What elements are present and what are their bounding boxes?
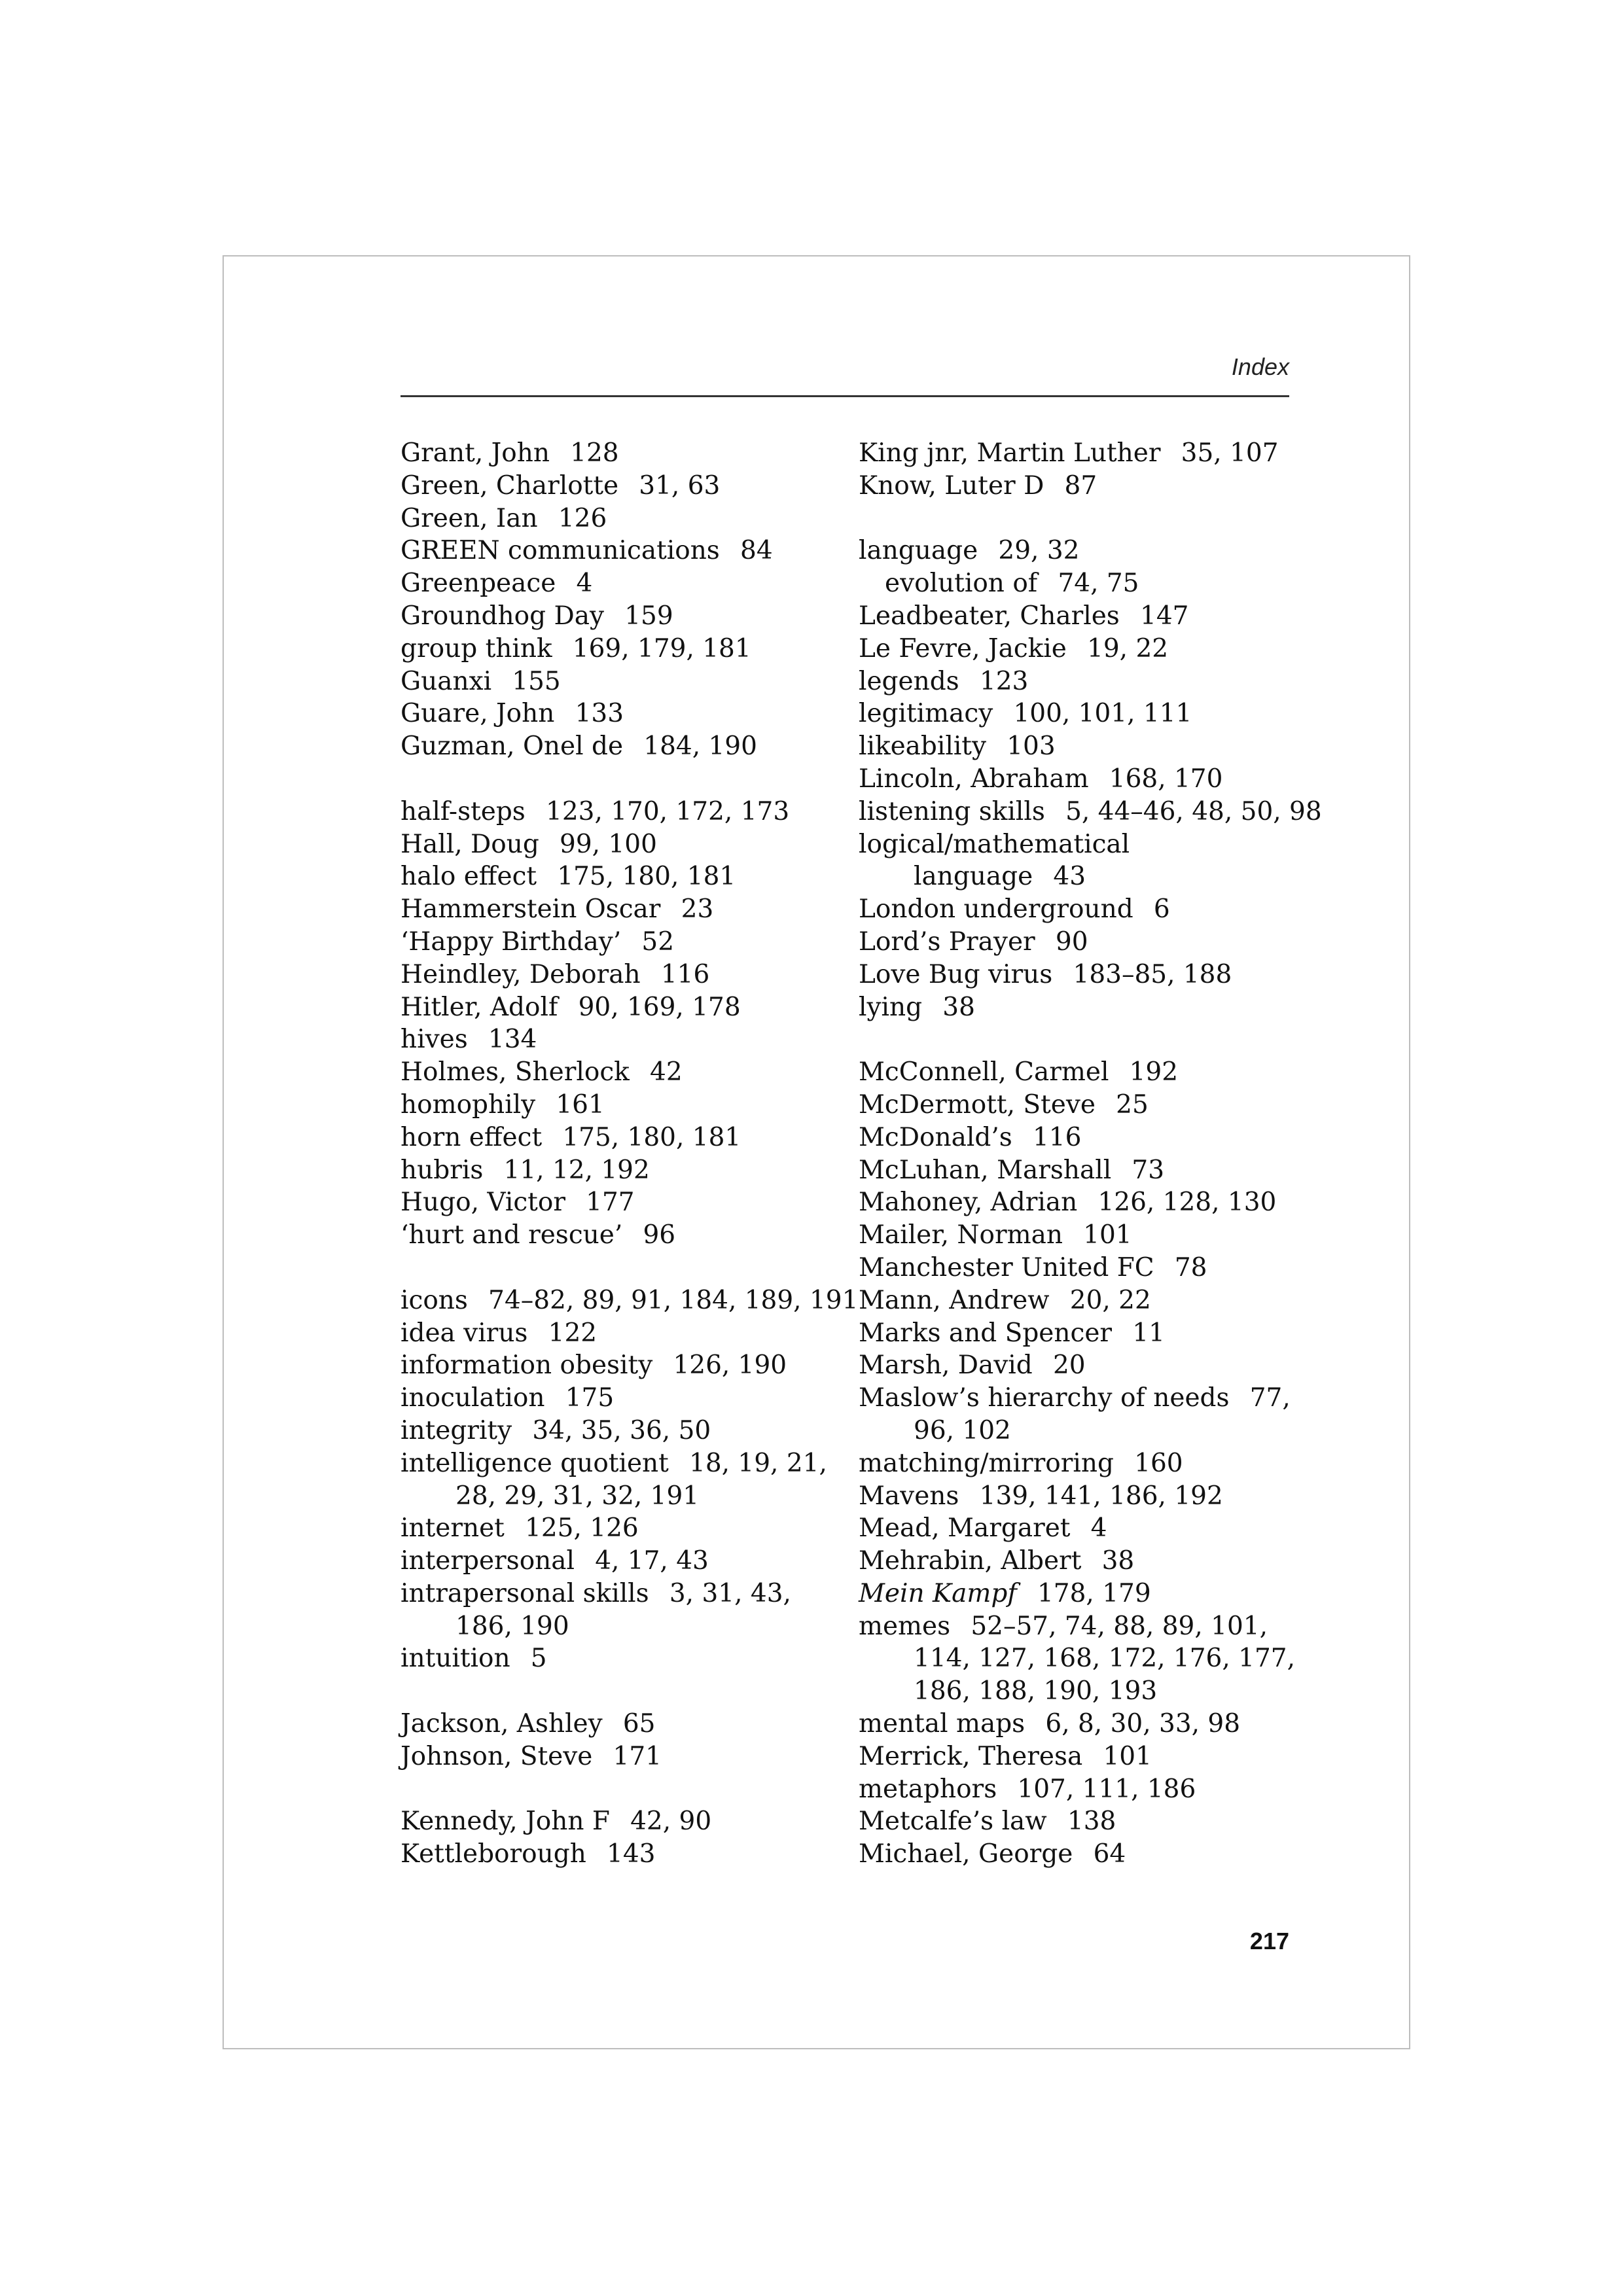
index-term: Mein Kampf: [859, 1578, 1017, 1608]
index-entry: [859, 1480, 1304, 1513]
index-entry: [401, 1219, 846, 1252]
index-page-refs: 175: [565, 1383, 615, 1413]
index-page-refs: 74, 75: [1058, 569, 1139, 599]
index-entry: [401, 860, 846, 893]
index-entry: [401, 1512, 846, 1545]
index-page-refs: 90, 169, 178: [578, 992, 741, 1022]
index-page-refs: 73: [1132, 1155, 1165, 1185]
index-page-refs: 122: [548, 1318, 597, 1348]
index-page-refs: 31, 63: [639, 470, 721, 501]
index-term: Kettleborough: [401, 1839, 586, 1869]
index-term: Jackson, Ashley: [401, 1709, 603, 1739]
index-page-refs: 35, 107: [1181, 438, 1279, 468]
index-term: logical/mathematical language: [859, 829, 1130, 892]
index-page-refs: 171: [613, 1741, 662, 1771]
index-page-refs: 155: [512, 666, 561, 696]
index-term: hubris: [401, 1155, 484, 1185]
index-page-refs: 29, 32: [998, 536, 1080, 566]
index-term: Mavens: [859, 1481, 959, 1511]
index-entry: [401, 633, 846, 665]
index-page-refs: 4: [1090, 1513, 1107, 1544]
index-term: likeability: [859, 732, 986, 762]
index-term: Heindley, Deborah: [401, 959, 641, 989]
index-entry: [859, 1838, 1304, 1871]
index-entry: [401, 991, 846, 1024]
index-term: Hammerstein Oscar: [401, 894, 661, 925]
index-term: intuition: [401, 1644, 510, 1674]
index-term: intrapersonal skills: [401, 1578, 649, 1608]
index-entry: [859, 1578, 1304, 1610]
header-rule: [401, 395, 1289, 397]
index-page-refs: 34, 35, 36, 50: [532, 1415, 711, 1445]
index-page-refs: 42: [650, 1057, 683, 1087]
index-entry: [859, 763, 1304, 796]
index-page-refs: 6: [1153, 894, 1170, 925]
index-page-refs: 5: [530, 1644, 547, 1674]
index-entry: [401, 1317, 846, 1350]
index-entry: [859, 828, 1304, 894]
index-term: internet: [401, 1513, 505, 1544]
page-number: 217: [1249, 1928, 1289, 1954]
index-term: Mailer, Norman: [859, 1220, 1063, 1250]
index-page-refs: 18, 19, 21, 28, 29, 31, 32, 191: [455, 1448, 827, 1511]
index-page-refs: 20, 22: [1069, 1285, 1151, 1315]
index-page-refs: 65: [622, 1709, 656, 1739]
index-entry: [859, 437, 1304, 470]
index-page-refs: 19, 22: [1087, 633, 1169, 663]
index-page-refs: 23: [681, 894, 714, 925]
index-term: McDonald’s: [859, 1122, 1012, 1152]
index-entry: [859, 1154, 1304, 1187]
index-entry: [401, 535, 846, 567]
index-page-refs: 175, 180, 181: [557, 862, 736, 892]
index-entry: [859, 1773, 1304, 1806]
index-entry: [401, 893, 846, 926]
index-entry: [859, 1089, 1304, 1122]
index-term: listening skills: [859, 796, 1045, 826]
index-entry: [859, 893, 1304, 926]
index-term: Maslow’s hierarchy of needs: [859, 1383, 1230, 1413]
index-column-left: [401, 437, 859, 1871]
index-entry: [859, 1317, 1304, 1350]
index-term: Green, Ian: [401, 503, 538, 533]
index-entry: [401, 1415, 846, 1447]
index-page-refs: 4, 17, 43: [595, 1546, 709, 1576]
index-page-refs: 101: [1083, 1220, 1132, 1250]
index-entry: [859, 1740, 1304, 1773]
index-entry: [401, 1740, 846, 1773]
index-entry: [401, 665, 846, 698]
index-term: Groundhog Day: [401, 601, 604, 631]
index-term: Guanxi: [401, 666, 492, 696]
index-page-refs: 175, 180, 181: [562, 1122, 741, 1152]
index-term: intelligence quotient: [401, 1448, 669, 1478]
index-term: Hugo, Victor: [401, 1188, 565, 1218]
index-term: Manchester United FC: [859, 1252, 1154, 1282]
index-term: Lord’s Prayer: [859, 927, 1035, 957]
index-entry: [401, 1056, 846, 1089]
index-page-refs: 43: [1053, 862, 1086, 892]
index-entry: [859, 1056, 1304, 1089]
index-page-refs: 4: [576, 569, 593, 599]
index-entry: [401, 796, 846, 828]
index-entry: [401, 1642, 846, 1675]
index-page-refs: 116: [660, 959, 710, 989]
index-page-refs: 96: [643, 1220, 676, 1250]
letter-group-gap: [401, 1773, 846, 1806]
index-entry: [401, 470, 846, 503]
index-term: idea virus: [401, 1318, 528, 1348]
index-entry: [859, 991, 1304, 1024]
index-page-refs: 3, 31, 43, 186, 190: [455, 1578, 791, 1641]
index-page-refs: 25: [1116, 1089, 1149, 1120]
index-entry: [401, 1349, 846, 1382]
index-page-refs: 143: [607, 1839, 656, 1869]
index-page-refs: 138: [1067, 1807, 1116, 1837]
index-term: Grant, John: [401, 438, 550, 468]
index-page-refs: 90: [1055, 927, 1088, 957]
index-page-refs: 126, 128, 130: [1097, 1188, 1277, 1218]
index-entry: [859, 633, 1304, 665]
index-column-right: [859, 437, 1322, 1871]
index-entry: [401, 567, 846, 600]
index-entry: [401, 1805, 846, 1838]
index-entry: [401, 1838, 846, 1871]
index-term: information obesity: [401, 1351, 653, 1381]
index-entry: [859, 698, 1304, 730]
index-page-refs: 74–82, 89, 91, 184, 189, 191: [488, 1285, 859, 1315]
index-page-refs: 133: [575, 699, 624, 729]
index-page-refs: 134: [488, 1025, 537, 1055]
index-term: Lincoln, Abraham: [859, 764, 1089, 794]
index-term: hives: [401, 1025, 468, 1055]
index-term: icons: [401, 1285, 468, 1315]
index-term: Mehrabin, Albert: [859, 1546, 1082, 1576]
index-page-refs: 123: [979, 666, 1029, 696]
index-entry: [401, 730, 846, 763]
index-entry: [859, 959, 1304, 991]
letter-group-gap: [401, 1252, 846, 1284]
index-page-refs: 159: [624, 601, 673, 631]
index-entry: [859, 1382, 1304, 1447]
index-term: Mahoney, Adrian: [859, 1188, 1078, 1218]
index-page-refs: 87: [1064, 470, 1097, 501]
index-term: McLuhan, Marshall: [859, 1155, 1112, 1185]
index-entry: [859, 1122, 1304, 1154]
index-entry: [401, 828, 846, 861]
index-entry: [859, 600, 1304, 633]
index-entry: [859, 1349, 1304, 1382]
index-term: McDermott, Steve: [859, 1089, 1096, 1120]
index-entry: [859, 1545, 1304, 1578]
index-entry: [859, 1610, 1304, 1708]
index-entry: [859, 1186, 1304, 1219]
index-page-refs: 125, 126: [525, 1513, 639, 1544]
index-entry: [859, 1447, 1304, 1480]
index-entry: [859, 1805, 1304, 1838]
index-page-refs: 126: [558, 503, 607, 533]
index-term: horn effect: [401, 1122, 543, 1152]
index-entry: [401, 1545, 846, 1578]
index-entry: [859, 535, 1304, 567]
index-term: homophily: [401, 1089, 536, 1120]
index-term: Mann, Andrew: [859, 1285, 1050, 1315]
running-head: Index: [1231, 353, 1289, 380]
index-entry: [401, 503, 846, 535]
index-term: legends: [859, 666, 959, 696]
index-subentry: [859, 567, 1304, 600]
index-term: Leadbeater, Charles: [859, 601, 1120, 631]
index-page-refs: 6, 8, 30, 33, 98: [1045, 1709, 1241, 1739]
index-page-refs: 126, 190: [673, 1351, 787, 1381]
index-page-refs: 128: [570, 438, 619, 468]
index-page-refs: 42, 90: [630, 1807, 712, 1837]
index-term: King jnr, Martin Luther: [859, 438, 1161, 468]
index-term: Know, Luter D: [859, 470, 1044, 501]
index-page-refs: 147: [1140, 601, 1189, 631]
index-term: Metcalfe’s law: [859, 1807, 1047, 1837]
index-page-refs: 168, 170: [1109, 764, 1223, 794]
index-page-refs: 20: [1052, 1351, 1086, 1381]
index-entry: [401, 1447, 846, 1513]
index-page-refs: 183–85, 188: [1073, 959, 1232, 989]
index-page-refs: 11, 12, 192: [503, 1155, 650, 1185]
index-entry: [401, 1154, 846, 1187]
index-page-refs: 184, 190: [643, 732, 757, 762]
index-term: ‘Happy Birthday’: [401, 927, 622, 957]
index-term: Hall, Doug: [401, 829, 539, 859]
index-page-refs: 103: [1007, 732, 1056, 762]
index-term: matching/mirroring: [859, 1448, 1114, 1478]
index-entry: [401, 1089, 846, 1122]
index-entry: [401, 437, 846, 470]
index-entry: [401, 1578, 846, 1643]
index-term: legitimacy: [859, 699, 993, 729]
index-page-refs: 116: [1032, 1122, 1082, 1152]
index-entry: [859, 926, 1304, 959]
index-term: Guzman, Onel de: [401, 732, 624, 762]
letter-group-gap: [401, 763, 846, 796]
index-entry: [859, 1219, 1304, 1252]
index-page-refs: 52: [641, 927, 675, 957]
index-entry: [401, 1284, 859, 1317]
index-term: lying: [859, 992, 923, 1022]
index-page-refs: 99, 100: [560, 829, 657, 859]
index-term: London underground: [859, 894, 1133, 925]
index-entry: [401, 600, 846, 633]
index-term: Johnson, Steve: [401, 1741, 593, 1771]
index-page-refs: 139, 141, 186, 192: [979, 1481, 1223, 1511]
index-term: Kennedy, John F: [401, 1807, 610, 1837]
index-page-refs: 84: [740, 536, 773, 566]
index-term: inoculation: [401, 1383, 545, 1413]
index-entry: [859, 1708, 1304, 1740]
index-page-refs: 5, 44–46, 48, 50, 98: [1065, 796, 1322, 826]
index-term: language: [859, 536, 978, 566]
index-term: integrity: [401, 1415, 512, 1445]
index-term: McConnell, Carmel: [859, 1057, 1109, 1087]
index-term: Green, Charlotte: [401, 470, 619, 501]
index-page-refs: 169, 179, 181: [572, 633, 751, 663]
index-term: halo effect: [401, 862, 537, 892]
index-entry: [859, 665, 1304, 698]
index-term: Greenpeace: [401, 569, 556, 599]
index-page-refs: 11: [1132, 1318, 1165, 1348]
index-entry: [859, 470, 1304, 503]
index-term: Le Fevre, Jackie: [859, 633, 1067, 663]
index-entry: [859, 1252, 1304, 1284]
index-entry: [401, 1186, 846, 1219]
index-entry: [401, 1023, 846, 1056]
index-page-refs: 38: [1101, 1546, 1135, 1576]
index-term: Merrick, Theresa: [859, 1741, 1083, 1771]
index-term: Mead, Margaret: [859, 1513, 1071, 1544]
index-term: GREEN communications: [401, 536, 720, 566]
index-entry: [401, 1382, 846, 1415]
index-entry: [859, 730, 1304, 763]
index-term: mental maps: [859, 1709, 1026, 1739]
index-term: metaphors: [859, 1774, 997, 1804]
index-term: Marsh, David: [859, 1351, 1033, 1381]
index-entry: [401, 1708, 846, 1740]
index-term: Holmes, Sherlock: [401, 1057, 630, 1087]
index-entry: [859, 796, 1322, 828]
index-term: Guare, John: [401, 699, 555, 729]
index-page-refs: 101: [1103, 1741, 1152, 1771]
index-entry: [401, 959, 846, 991]
index-term: Marks and Spencer: [859, 1318, 1113, 1348]
index-term: evolution of: [885, 569, 1038, 599]
index-entry: [401, 926, 846, 959]
index-entry: [401, 698, 846, 730]
index-page-refs: 160: [1134, 1448, 1183, 1478]
letter-group-gap: [859, 503, 1304, 535]
index-page-refs: 177: [586, 1188, 635, 1218]
index-page-refs: 38: [942, 992, 975, 1022]
index-page-refs: 100, 101, 111: [1013, 699, 1192, 729]
index-entry: [859, 1284, 1304, 1317]
index-page-refs: 77, 96, 102: [914, 1383, 1291, 1445]
index-page-refs: 64: [1093, 1839, 1126, 1869]
index-page-refs: 161: [556, 1089, 605, 1120]
index-page-refs: 107, 111, 186: [1017, 1774, 1196, 1804]
index-term: interpersonal: [401, 1546, 575, 1576]
index-term: group think: [401, 633, 552, 663]
index-page-refs: 78: [1174, 1252, 1207, 1282]
index-term: Hitler, Adolf: [401, 992, 558, 1022]
index-term: memes: [859, 1611, 951, 1641]
index-term: ‘hurt and rescue’: [401, 1220, 623, 1250]
index-page-refs: 178, 179: [1037, 1578, 1151, 1608]
index-term: half-steps: [401, 796, 526, 826]
index-page-refs: 123, 170, 172, 173: [546, 796, 790, 826]
index-page-refs: 192: [1129, 1057, 1179, 1087]
letter-group-gap: [859, 1023, 1304, 1056]
index-page-refs: 52–57, 74, 88, 89, 101, 114, 127, 168, 172, 176, 177, 186, 188, 190, 193: [914, 1611, 1296, 1706]
letter-group-gap: [401, 1675, 846, 1708]
index-term: Love Bug virus: [859, 959, 1053, 989]
index-term: Michael, George: [859, 1839, 1073, 1869]
index-entry: [859, 1512, 1304, 1545]
index-entry: [401, 1122, 846, 1154]
